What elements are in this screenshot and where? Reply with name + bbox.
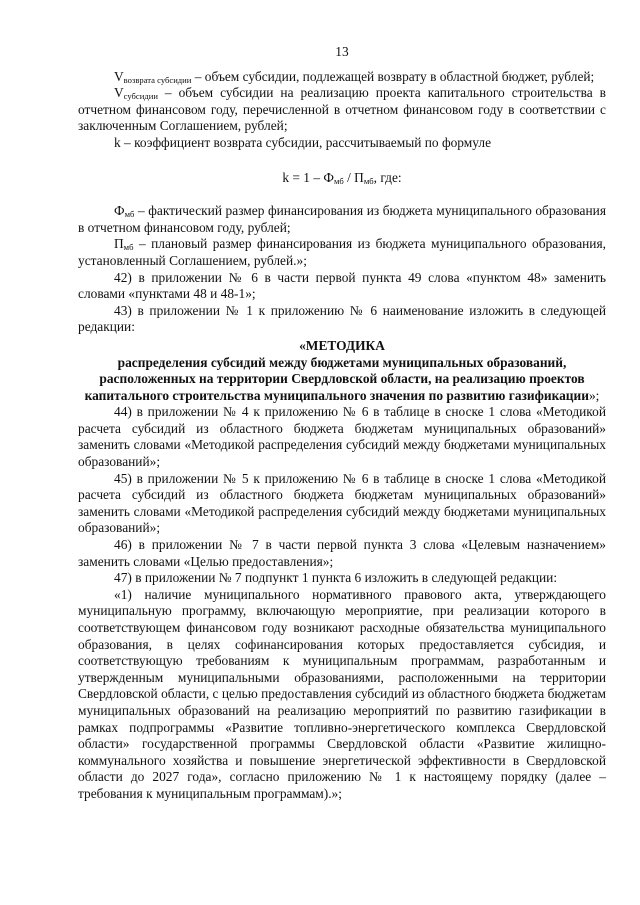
definition-text: – фактический размер финансирования из бюджета муниципального образования в отчетном финансовом году, рублей; [78, 203, 606, 235]
methodology-body: распределения субсидий между бюджетами муниципальных образований, расположенных на территории Свердловской области, на реализацию проектов капитального строительства муниципального значения по развитию газификации [84, 354, 589, 403]
document-page [78, 44, 606, 803]
definition-f [78, 203, 606, 236]
symbol: П [114, 236, 124, 252]
methodology-heading [78, 355, 606, 405]
symbol-subscript: субсидии [123, 91, 158, 102]
formula [78, 170, 606, 187]
item-43: 43) в приложении № 1 к приложению № 6 наименование изложить в следующей редакции: [78, 302, 606, 335]
symbol: V [114, 85, 124, 101]
definition-text: – объем субсидии, подлежащей возврату в областной бюджет, рублей; [191, 68, 595, 84]
symbol-subscript: мб [123, 242, 134, 253]
symbol: V [114, 68, 124, 84]
item-45: 45) в приложении № 5 к приложению № 6 в таблице в сноске 1 слова «Методикой расчета субсидий из областного бюджета бюджетам муниципальных образований» заменить словами «Методикой распределения субсидий между бюджетами муниципальных образований»; [78, 470, 606, 536]
item-47-text: «1) наличие муниципального нормативного правового акта, утверждающего муниципальную программу, включающую мероприятие, при реализации которого в соответствующем финансовом году возникают расходные обязательства муниципального образования, в целях софинансирования которых предоставляется субсидия, и соответствующую требованиям к муниципальным программам, разработанным и утвержденным муниципальными образованиями, расположенными на территории Свердловской области, с целью предоставления субсидий из областного бюджета бюджетам муниципальных образований на реализацию мероприятий по развитию газификации в рамках подпрограммы «Развитие топливно-энергетического комплекса Свердловской области» государственной программы Свердловской области «Развитие жилищно-коммунального хозяйства и повышение энергетической эффективности в Свердловской области до 2027 года», согласно приложению № 1 к настоящему порядку (далее – требования к муниципальным программам).»; [78, 586, 606, 801]
formula-part: k = 1 – Ф [282, 169, 334, 185]
formula-part: / П [343, 169, 364, 185]
formula-subscript: мб [363, 175, 374, 186]
item-47: 47) в приложении № 7 подпункт 1 пункта 6 изложить в следующей редакции: [114, 570, 558, 586]
formula-part: , где: [373, 169, 402, 185]
page-number: 13 [335, 44, 349, 59]
symbol-subscript: возврата субсидии [123, 74, 192, 85]
item-42: 42) в приложении № 6 в части первой пункта 49 слова «пунктом 48» заменить словами «пунктами 48 и 48-1»; [78, 269, 606, 302]
definition-v-subsidy [78, 85, 606, 135]
definition-k: k – коэффициент возврата субсидии, рассчитываемый по формуле [114, 134, 492, 150]
symbol: Ф [114, 203, 125, 219]
definition-text: – объем субсидии на реализацию проекта капитального строительства в отчетном финансовом году, перечисленной в отчетном финансовом году в соответствии с заключенным Соглашением, рублей; [78, 85, 606, 134]
methodology-tail: »; [588, 387, 600, 403]
methodology-title: «МЕТОДИКА [299, 337, 385, 353]
item-44: 44) в приложении № 4 к приложению № 6 в таблице в сноске 1 слова «Методикой расчета субсидий из областного бюджета бюджетам муниципальных образований» заменить словами «Методикой распределения субсидий между бюджетами муниципальных образований»; [78, 404, 606, 470]
definition-v-return [78, 69, 606, 86]
symbol-subscript: мб [124, 209, 135, 220]
formula-subscript: мб [333, 175, 344, 186]
item-46: 46) в приложении № 7 в части первой пункта 3 слова «Целевым назначением» заменить словами «Целью предоставления»; [78, 537, 606, 569]
definition-p [78, 236, 606, 269]
definition-text: – плановый размер финансирования из бюджета муниципального образования, установленный Соглашением, рублей.»; [78, 236, 606, 268]
